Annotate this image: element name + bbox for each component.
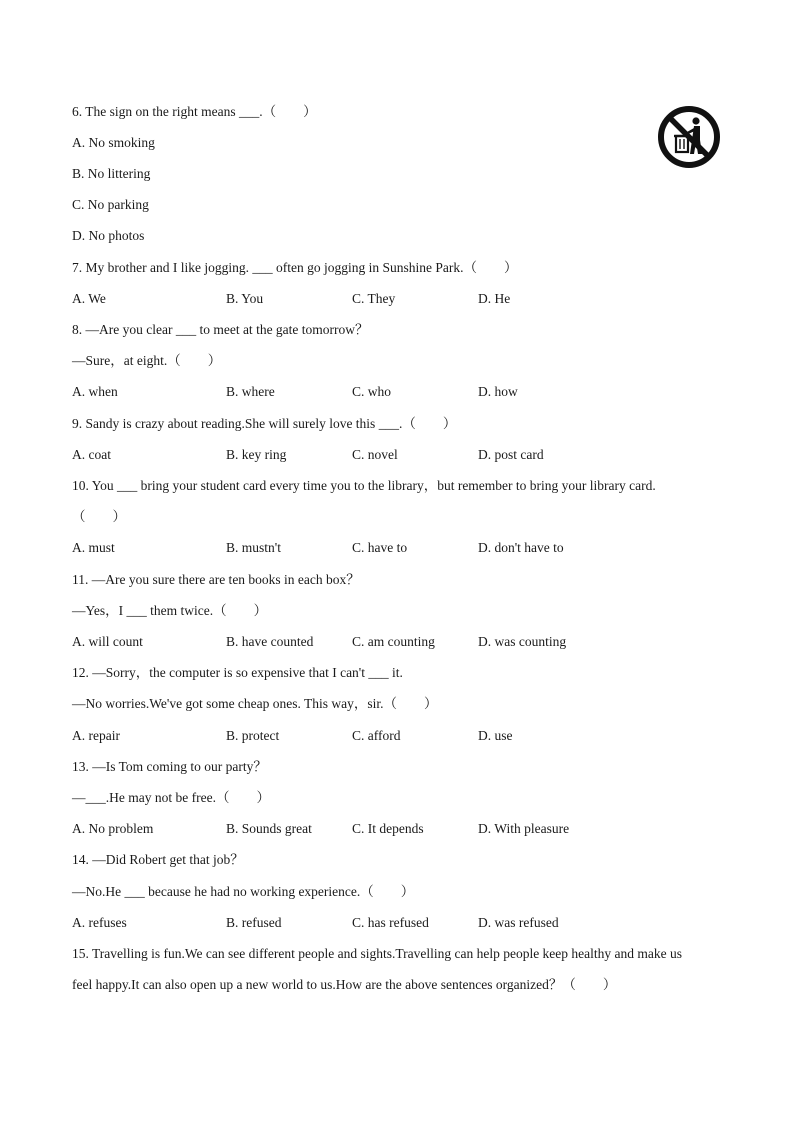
question-10-option-d: D. don't have to (478, 540, 564, 555)
question-6-option-c: C. No parking (72, 197, 149, 212)
question-7-option-b: B. You (226, 291, 264, 306)
question-12-options (72, 727, 712, 745)
question-12-stem-reply: —No worries.We've got some cheap ones. This way，sir.（ ） (72, 696, 438, 711)
question-12-option-d: D. use (478, 728, 513, 743)
question-11-stem-reply: —Yes，I ___ them twice.（ ） (72, 603, 268, 618)
question-14-option-d: D. was refused (478, 915, 559, 930)
question-12-stem: 12. —Sorry，the computer is so expensive that I can't ___ it. (72, 665, 403, 680)
question-11-options (72, 633, 712, 651)
question-13-stem-reply: —___.He may not be free.（ ） (72, 790, 270, 805)
question-9-option-a: A. coat (72, 447, 111, 462)
question-11-option-a: A. will count (72, 634, 143, 649)
question-7-option-d: D. He (478, 291, 511, 306)
question-14-option-c: C. has refused (352, 915, 429, 930)
question-11-option-b: B. have counted (226, 634, 314, 649)
question-6-option-a: A. No smoking (72, 135, 155, 150)
question-10-options (72, 539, 712, 557)
question-6-option-d: D. No photos (72, 228, 145, 243)
question-12-option-c: C. afford (352, 728, 401, 743)
question-10-option-c: C. have to (352, 540, 408, 555)
question-10-option-a: A. must (72, 540, 115, 555)
question-14-option-b: B. refused (226, 915, 282, 930)
question-8-options (72, 383, 712, 401)
question-6-option-b: B. No littering (72, 166, 151, 181)
question-9-option-b: B. key ring (226, 447, 287, 462)
question-9-stem: 9. Sandy is crazy about reading.She will surely love this ___.（ ） (72, 416, 457, 431)
question-8-stem: 8. —Are you clear ___ to meet at the gate tomorrow？ (72, 322, 369, 337)
question-12-option-a: A. repair (72, 728, 120, 743)
question-13-option-d: D. With pleasure (478, 821, 570, 836)
question-15-stem-cont: feel happy.It can also open up a new world to us.How are the above sentences organized？（ ） (72, 977, 617, 992)
question-11-stem: 11. —Are you sure there are ten books in each box？ (72, 572, 360, 587)
question-14-options (72, 914, 712, 932)
question-10-stem-bracket: （ ） (72, 509, 126, 524)
question-10-option-b: B. mustn't (226, 540, 281, 555)
question-9-option-d: D. post card (478, 447, 544, 462)
question-11-option-c: C. am counting (352, 634, 435, 649)
question-11-option-d: D. was counting (478, 634, 567, 649)
question-8-stem-reply: —Sure，at eight.（ ） (72, 353, 222, 368)
question-9-option-c: C. novel (352, 447, 398, 462)
question-8-option-c: C. who (352, 384, 392, 399)
question-13-option-a: A. No problem (72, 821, 154, 836)
question-14-option-a: A. refuses (72, 915, 127, 930)
question-13-options (72, 820, 712, 838)
question-13-option-b: B. Sounds great (226, 821, 312, 836)
question-8-option-b: B. where (226, 384, 275, 399)
question-14-stem: 14. —Did Robert get that job？ (72, 852, 244, 867)
question-7-option-c: C. They (352, 291, 396, 306)
question-14-stem-reply: —No.He ___ because he had no working experience.（ ） (72, 884, 415, 899)
question-7-options (72, 290, 712, 308)
question-8-option-a: A. when (72, 384, 118, 399)
question-12-option-b: B. protect (226, 728, 280, 743)
no-littering-sign-icon (656, 104, 722, 170)
question-13-stem: 13. —Is Tom coming to our party？ (72, 759, 267, 774)
question-6-stem: 6. The sign on the right means ___.（ ） (72, 104, 317, 119)
question-7-stem: 7. My brother and I like jogging. ___ often go jogging in Sunshine Park.（ ） (72, 260, 518, 275)
question-15-stem: 15. Travelling is fun.We can see different people and sights.Travelling can help people keep healthy and make us (72, 946, 683, 961)
question-10-stem: 10. You ___ bring your student card every time you to the library，but remember to bring your library card. (72, 478, 656, 493)
question-13-option-c: C. It depends (352, 821, 424, 836)
question-9-options (72, 446, 712, 464)
question-7-option-a: A. We (72, 291, 106, 306)
question-8-option-d: D. how (478, 384, 518, 399)
